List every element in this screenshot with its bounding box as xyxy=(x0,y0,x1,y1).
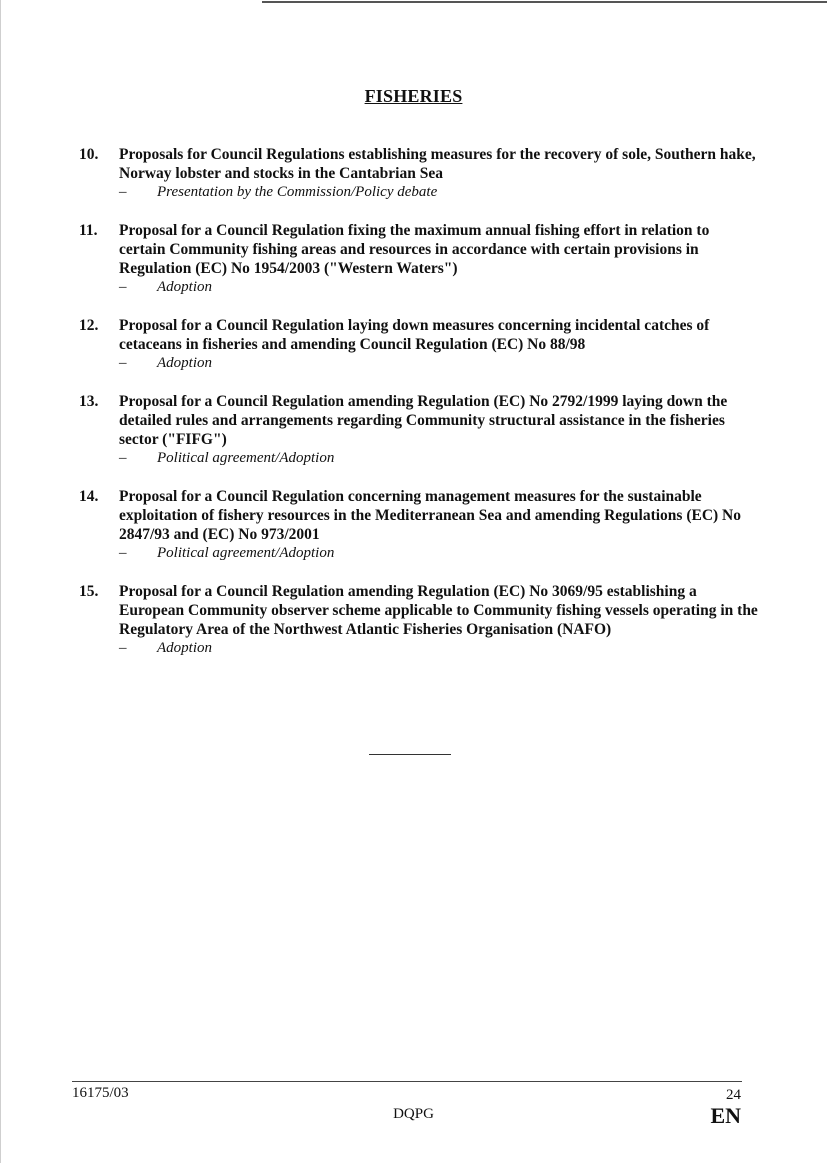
page-edge xyxy=(0,0,1,1163)
item-number: 13. xyxy=(79,393,99,410)
item-title: Proposal for a Council Regulation concerning management measures for the sustainable exploitation of fishery resources in the Mediterranean Sea and amending Regulations (EC) No 2847/93 and (EC) No 973/2001 xyxy=(119,488,741,543)
item-title: Proposal for a Council Regulation fixing the maximum annual fishing effort in relation to certain Community fishing areas and resources in accordance with certain provisions in Regulation (EC) No 1954/2003 ("Western Waters") xyxy=(119,222,710,277)
agenda-item xyxy=(79,221,759,297)
document-reference: 16175/03 xyxy=(72,1085,129,1101)
item-action xyxy=(119,278,759,297)
dash: – xyxy=(119,355,127,371)
agenda-item xyxy=(79,392,759,468)
page-number: 24 xyxy=(726,1087,741,1103)
language-code: EN xyxy=(710,1103,741,1128)
agenda-item xyxy=(79,145,759,202)
item-action xyxy=(119,449,759,468)
action-text: Political agreement/Adoption xyxy=(157,450,335,466)
item-action xyxy=(119,639,759,658)
item-title: Proposal for a Council Regulation laying down measures concerning incidental catches of cetaceans in fisheries and amending Council Regulation (EC) No 88/98 xyxy=(119,317,710,353)
end-divider xyxy=(369,754,451,755)
dash: – xyxy=(119,545,127,561)
dash: – xyxy=(119,450,127,466)
dash: – xyxy=(119,640,127,656)
item-title: Proposals for Council Regulations establishing measures for the recovery of sole, Southern hake, Norway lobster and stocks in the Cantabrian Sea xyxy=(119,146,756,182)
item-number: 14. xyxy=(79,488,99,505)
item-action xyxy=(119,544,759,563)
footer-rule xyxy=(72,1081,742,1082)
page-title: FISHERIES xyxy=(364,86,463,106)
action-text: Political agreement/Adoption xyxy=(157,545,335,561)
item-action xyxy=(119,183,759,202)
department-code: DQPG xyxy=(393,1106,434,1122)
item-title: Proposal for a Council Regulation amending Regulation (EC) No 3069/95 establishing a European Community observer scheme applicable to Community fishing vessels operating in the Regulatory Area of the Northwest Atlantic Fisheries Organisation (NAFO) xyxy=(119,583,758,638)
agenda-item xyxy=(79,487,759,563)
agenda-item xyxy=(79,316,759,373)
header-rule xyxy=(262,1,827,3)
item-action xyxy=(119,354,759,373)
item-title: Proposal for a Council Regulation amending Regulation (EC) No 2792/1999 laying down the detailed rules and arrangements regarding Community structural assistance in the fisheries sector ("FIFG") xyxy=(119,393,728,448)
action-text: Adoption xyxy=(157,640,212,656)
action-text: Adoption xyxy=(157,279,212,295)
item-number: 11. xyxy=(79,222,98,239)
agenda-item xyxy=(79,582,759,658)
action-text: Presentation by the Commission/Policy debate xyxy=(157,184,438,200)
dash: – xyxy=(119,184,127,200)
agenda-list xyxy=(79,145,759,677)
item-number: 15. xyxy=(79,583,99,600)
dash: – xyxy=(119,279,127,295)
item-number: 10. xyxy=(79,146,99,163)
item-number: 12. xyxy=(79,317,99,334)
action-text: Adoption xyxy=(157,355,212,371)
